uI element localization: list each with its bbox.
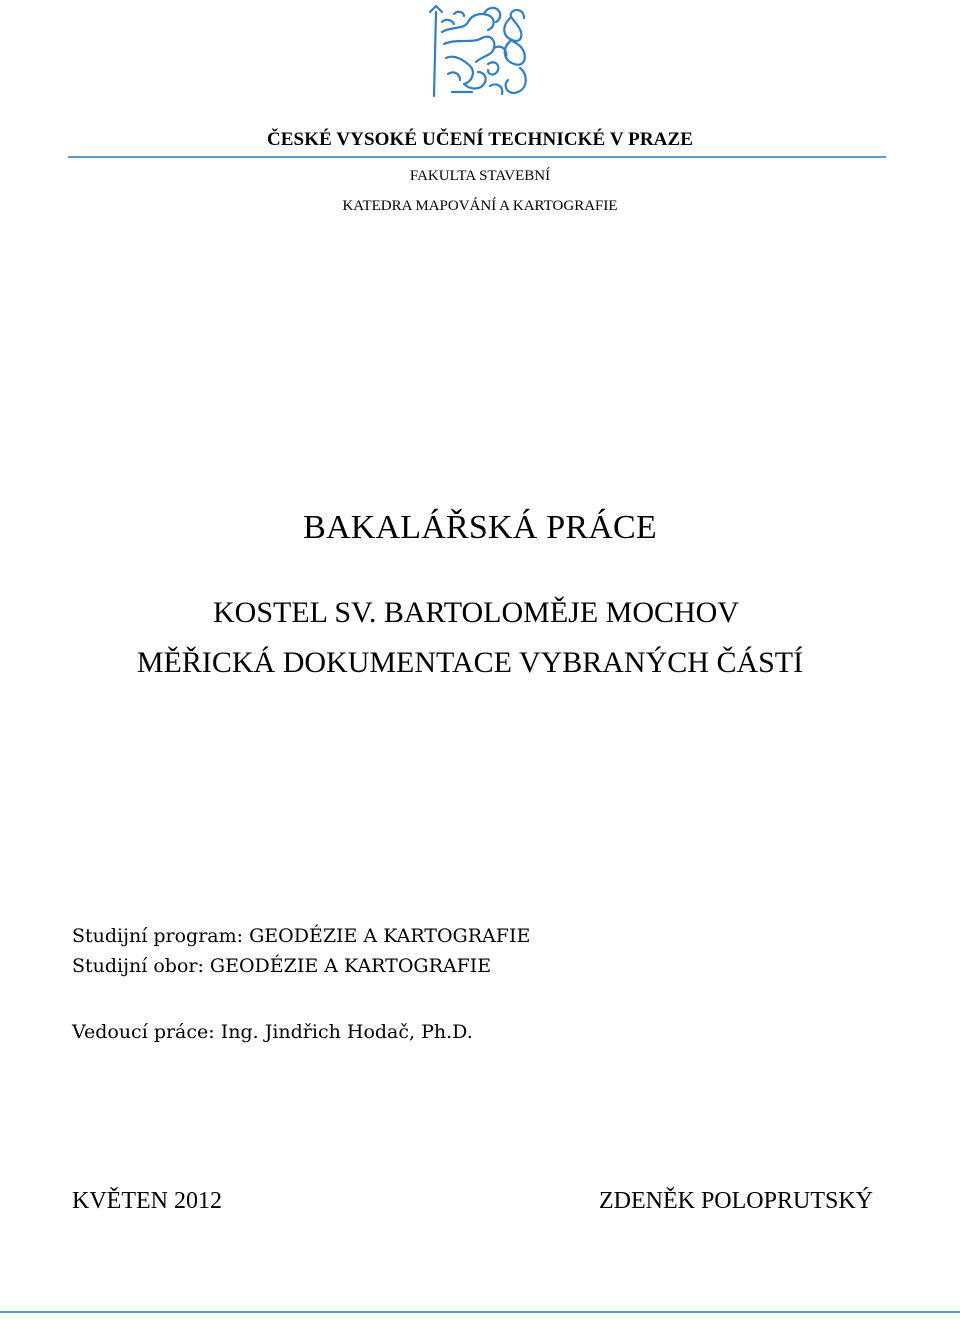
university-name: ČESKÉ VYSOKÉ UČENÍ TECHNICKÉ V PRAZE (266, 129, 694, 150)
study-program: Studijní program: GEODÉZIE A KARTOGRAFIE (72, 925, 531, 947)
thesis-title-line-1: KOSTEL SV. BARTOLOMĚJE MOCHOV (212, 596, 740, 629)
submission-date: KVĚTEN 2012 (72, 1188, 222, 1214)
ctu-lion-logo-icon (424, 4, 536, 100)
author-name: ZDENĚK POLOPRUTSKÝ (598, 1188, 873, 1214)
thesis-type: BAKALÁŘSKÁ PRÁCE (303, 509, 657, 546)
supervisor: Vedoucí práce: Ing. Jindřich Hodač, Ph.D. (72, 1021, 473, 1043)
study-branch: Studijní obor: GEODÉZIE A KARTOGRAFIE (72, 955, 492, 977)
header-divider (68, 156, 886, 158)
thesis-title-line-2: MĚŘICKÁ DOKUMENTACE VYBRANÝCH ČÁSTÍ (136, 646, 804, 679)
faculty-name: FAKULTA STAVEBNÍ (409, 168, 551, 184)
department-name: KATEDRA MAPOVÁNÍ A KARTOGRAFIE (342, 198, 618, 214)
footer-divider (0, 1311, 960, 1313)
